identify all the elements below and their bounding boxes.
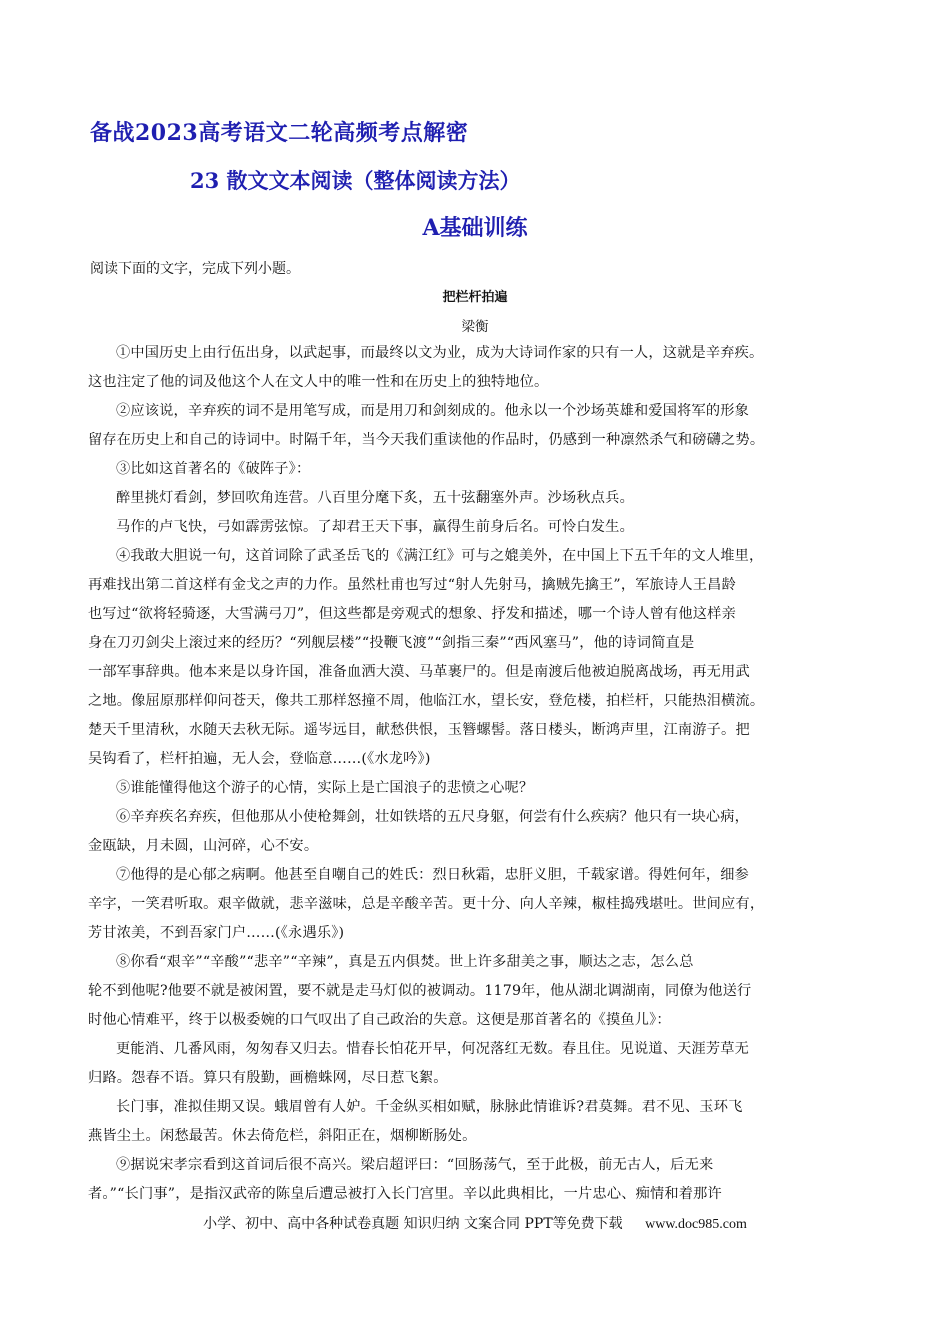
section-heading: A基础训练 bbox=[422, 215, 528, 241]
poem-line: 马作的卢飞快，弓如霹雳弦惊。了却君王天下事，赢得生前身后名。可怜白发生。 bbox=[116, 519, 634, 535]
text-line: ⑥辛弃疾名弃疾，但他那从小使枪舞剑，壮如铁塔的五尺身躯，何尝有什么疾病？他只有一块心病， bbox=[116, 809, 750, 825]
reading-instruction: 阅读下面的文字，完成下列小题。 bbox=[90, 261, 300, 277]
text-line: 金瓯缺，月未圆，山河碎，心不安。 bbox=[88, 838, 319, 854]
article-body bbox=[88, 339, 870, 1209]
text-line: ⑦他得的是心郁之病啊。他甚至自嘲自己的姓氏：烈日秋霜，忠肝义胆，千载家谱。得姓何年，细参 bbox=[116, 867, 750, 883]
text-line: 轮不到他呢?他要不就是被闲置，要不就是走马灯似的被调动。1179年，他从湖北调湖南，同僚为他送行 bbox=[88, 983, 752, 999]
article-author: 梁衡 bbox=[461, 319, 489, 335]
text-line: ②应该说，辛弃疾的词不是用笔写成，而是用刀和剑刻成的。他永以一个沙场英雄和爱国将军的形象 bbox=[116, 403, 750, 419]
page-footer bbox=[0, 1213, 950, 1233]
text-line: 留存在历史上和自己的诗词中。时隔千年，当今天我们重读他的作品时，仍感到一种凛然杀气和磅礴之势。 bbox=[88, 432, 765, 448]
article-title: 把栏杆拍遍 bbox=[442, 290, 508, 305]
text-line: 一部军事辞典。他本来是以身许国，准备血洒大漠、马革裹尸的。但是南渡后他被迫脱离战场，再无用武 bbox=[88, 664, 750, 680]
text-line: 者。”“长门事”，是指汉武帝的陈皇后遭忌被打入长门宫里。辛以此典相比，一片忠心、痴情和着那许 bbox=[88, 1186, 722, 1202]
text-line: ⑧你看“艰辛”“辛酸”“悲辛”“辛辣”，真是五内俱焚。世上许多甜美之事，顺达之志，怎么总 bbox=[116, 954, 694, 970]
text-line: 也写过“欲将轻骑逐，大雪满弓刀”，但这些都是旁观式的想象、抒发和描述，哪一个诗人曾有他这样亲 bbox=[88, 606, 736, 622]
text-line: 芳甘浓美，不到吾家门户……(《永遇乐》) bbox=[88, 925, 345, 941]
text-line: 之地。像屈原那样仰问苍天，像共工那样怒撞不周，他临江水，望长安，登危楼，拍栏杆，只能热泪横流。 bbox=[88, 693, 765, 709]
document-subtitle: 23 散文文本阅读（整体阅读方法） bbox=[190, 168, 521, 193]
text-line: 辛字，一笑君听取。艰辛做就，悲辛滋味，总是辛酸辛苦。更十分、向人辛辣，椒桂捣残堪吐。世间应有， bbox=[88, 896, 765, 912]
text-line: ③比如这首著名的《破阵子》： bbox=[116, 461, 311, 477]
text-line: 这也注定了他的词及他这个人在文人中的唯一性和在历史上的独特地位。 bbox=[88, 374, 549, 390]
footer-text: 小学、初中、高中各种试卷真题 知识归纳 文案合同 PPT等免费下载 bbox=[203, 1216, 623, 1232]
text-line: 再难找出第二首这样有金戈之声的力作。虽然杜甫也写过“射人先射马，擒贼先擒王”，军旅诗人王昌龄 bbox=[88, 577, 736, 593]
text-line: ⑨据说宋孝宗看到这首词后很不高兴。梁启超评曰：“回肠荡气，至于此极，前无古人，后无来 bbox=[116, 1157, 714, 1173]
poem-line: 燕皆尘土。闲愁最苦。休去倚危栏，斜阳正在，烟柳断肠处。 bbox=[88, 1128, 477, 1144]
poem-line: 长门事，准拟佳期又误。蛾眉曾有人妒。千金纵买相如赋，脉脉此情谁诉?君莫舞。君不见、玉环飞 bbox=[116, 1099, 743, 1115]
text-line: 楚天千里清秋，水随天去秋无际。遥岑远目，献愁供恨，玉簪螺髻。落日楼头，断鸿声里，江南游子。把 bbox=[88, 722, 750, 738]
text-line: 时他心情难平，终于以极委婉的口气叹出了自己政治的失意。这便是那首著名的《摸鱼儿》： bbox=[88, 1012, 671, 1028]
text-line: ①中国历史上由行伍出身，以武起事，而最终以文为业，成为大诗词作家的只有一人，这就是辛弃疾。 bbox=[116, 345, 764, 361]
poem-line: 更能消、几番风雨，匆匆春又归去。惜春长怕花开早，何况落红无数。春且住。见说道、天涯芳草无 bbox=[116, 1041, 750, 1057]
text-line: 身在刀刃剑尖上滚过来的经历？“列舰层楼”“投鞭飞渡”“剑指三秦”“西风塞马”，他的诗词简直是 bbox=[88, 635, 695, 651]
text-line: 吴钩看了，栏杆拍遍，无人会，登临意……(《水龙吟》) bbox=[88, 751, 431, 767]
document-title: 备战2023高考语文二轮高频考点解密 bbox=[90, 120, 469, 146]
poem-line: 醉里挑灯看剑，梦回吹角连营。八百里分麾下炙，五十弦翻塞外声。沙场秋点兵。 bbox=[116, 490, 634, 506]
footer-link[interactable]: www.doc985.com bbox=[645, 1217, 747, 1232]
text-line: ⑤谁能懂得他这个游子的心情，实际上是亡国浪子的悲愤之心呢？ bbox=[116, 780, 534, 796]
text-line: ④我敢大胆说一句，这首词除了武圣岳飞的《满江红》可与之媲美外，在中国上下五千年的文人堆里， bbox=[116, 548, 764, 564]
poem-line: 归路。怨春不语。算只有殷勤，画檐蛛网，尽日惹飞絮。 bbox=[88, 1070, 448, 1086]
